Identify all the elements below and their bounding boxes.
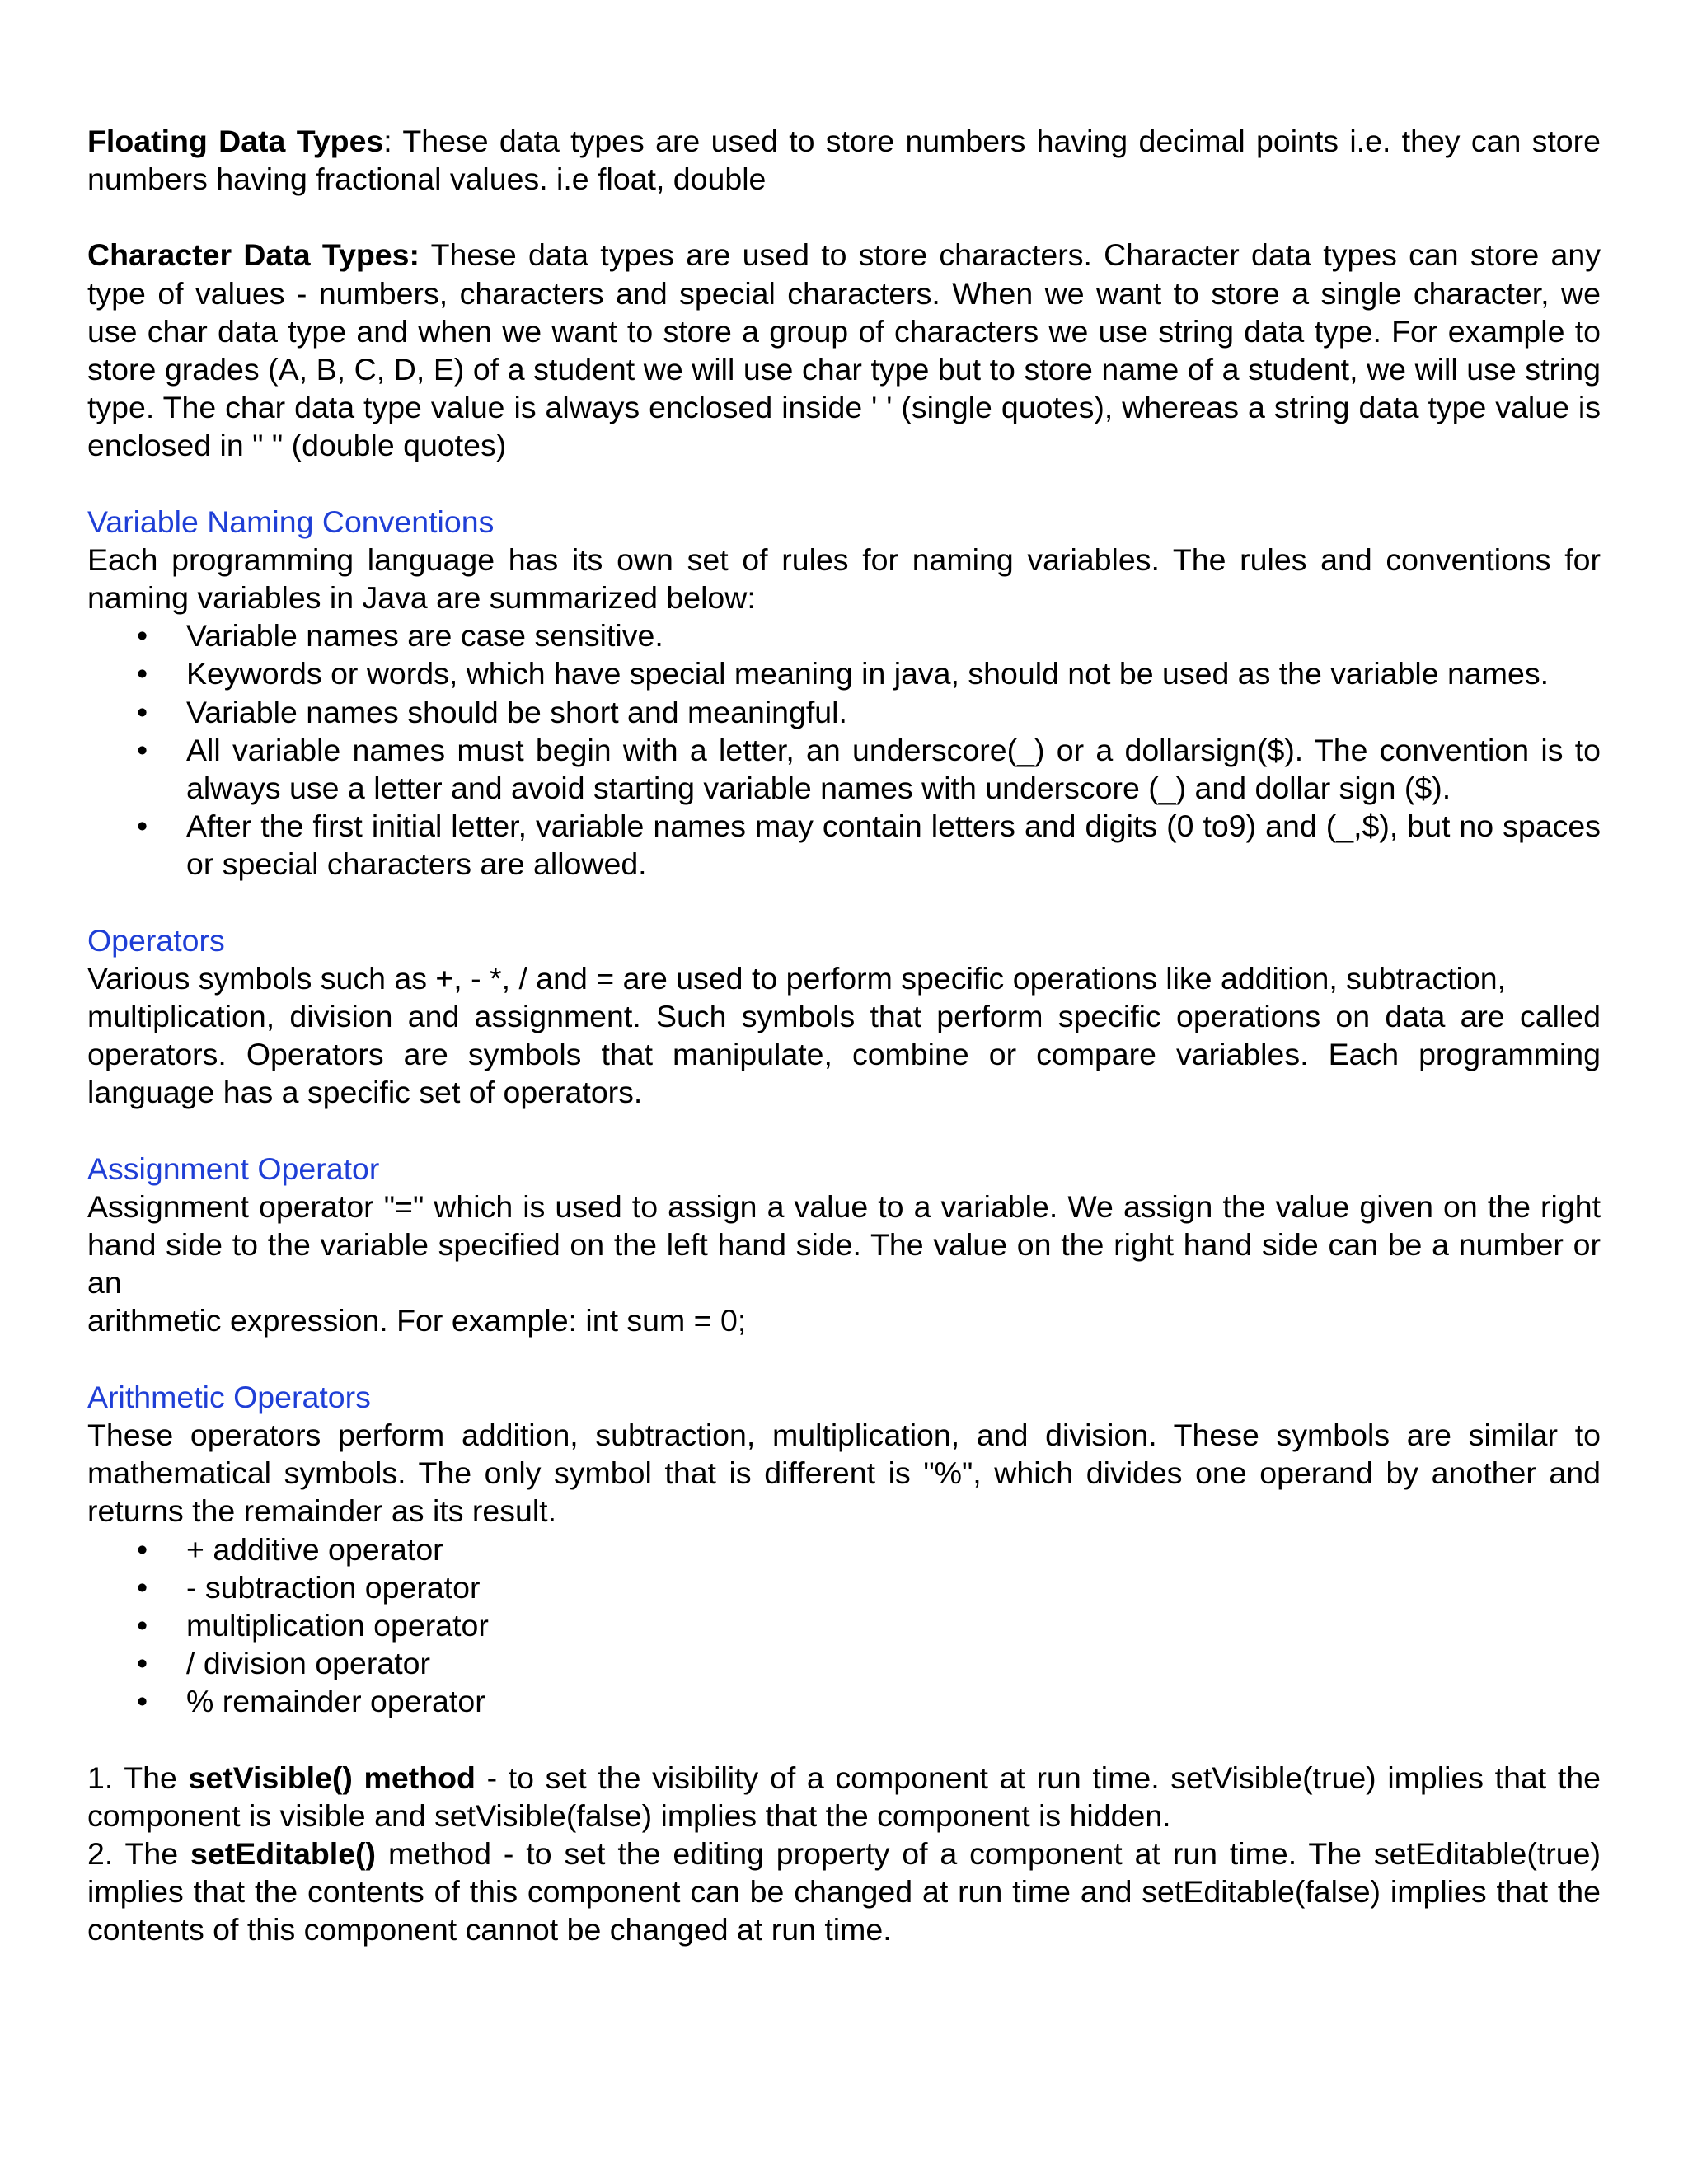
- variable-naming-heading: Variable Naming Conventions: [87, 504, 495, 539]
- set-visible-prefix: 1. The: [87, 1760, 189, 1795]
- list-item: • % remainder operator: [87, 1682, 1601, 1720]
- operators-heading: Operators: [87, 922, 225, 958]
- naming-rules-list: [87, 616, 1601, 883]
- arithmetic-operators-heading: Arithmetic Operators: [87, 1379, 371, 1414]
- list-item: • + additive operator: [87, 1530, 1601, 1568]
- assignment-operator-heading: Assignment Operator: [87, 1151, 380, 1186]
- operators-line-1: Various symbols such as +, - *, / and = are used to perform specific operations like addition, subtraction,: [87, 960, 1507, 996]
- document-page: [87, 122, 1601, 1949]
- set-visible-method-name: setVisible() method: [188, 1760, 476, 1795]
- list-item: • Variable names are case sensitive.: [87, 616, 1601, 654]
- floating-data-types-paragraph: [87, 122, 1601, 198]
- assignment-operator-example: arithmetic expression. For example: int sum = 0;: [87, 1303, 747, 1338]
- character-data-types-label: Character Data Types:: [87, 237, 420, 273]
- set-visible-paragraph: [87, 1759, 1601, 1835]
- operators-line-2: multiplication, division and assignment. Such symbols that perform specific operations on data are called operators. Operators are symbols that manipulate, combine or compare variables. Each programming language has a specific set of operators.: [87, 999, 1601, 1110]
- list-item: • Variable names should be short and meaningful.: [87, 693, 1601, 731]
- list-item: • Keywords or words, which have special meaning in java, should not be used as the variable names.: [87, 654, 1601, 692]
- list-item: • All variable names must begin with a letter, an underscore(_) or a dollarsign($). The convention is to always use a letter and avoid starting variable names with underscore (_) and dollar sign ($).: [87, 731, 1601, 807]
- arithmetic-operators-list: [87, 1530, 1601, 1721]
- list-item: • multiplication operator: [87, 1606, 1601, 1644]
- list-item: • - subtraction operator: [87, 1568, 1601, 1606]
- assignment-operator-text: Assignment operator "=" which is used to assign a value to a variable. We assign the value given on the right hand side to the variable specified on the left hand side. The value on the right hand side can be a number or an: [87, 1188, 1601, 1301]
- floating-data-types-label: Floating Data Types: [87, 124, 384, 158]
- floating-data-types-text: : These data types are used to store numbers having decimal points i.e. they can store numbers having fractional values. i.e float, double: [87, 124, 1601, 197]
- list-item: • / division operator: [87, 1644, 1601, 1682]
- character-data-types-text: These data types are used to store characters. Character data types can store any type of values - numbers, characters and special characters. When we want to store a single character, we use char data type and when we want to store a group of characters we use string data type. For example to store grades (A, B, C, D, E) of a student we will use char type but to store name of a student, we will use string type. The char data type value is always enclosed inside ' ' (single quotes), whereas a string data type value is enclosed in " " (double quotes): [87, 237, 1601, 463]
- set-editable-method-name: setEditable(): [190, 1835, 377, 1871]
- variable-naming-intro: Each programming language has its own set of rules for naming variables. The rules and conventions for naming variables in Java are summarized below:: [87, 541, 1601, 616]
- set-editable-paragraph: [87, 1835, 1601, 1949]
- set-editable-text: method - to set the editing property of a component at run time. The setEditable(true) implies that the contents of this component can be changed at run time and setEditable(false) implies that the contents of this component cannot be changed at run time.: [87, 1835, 1601, 1947]
- character-data-types-paragraph: [87, 236, 1601, 464]
- list-item: • After the first initial letter, variable names may contain letters and digits (0 to9) and (_,$), but no spaces or special characters are allowed.: [87, 807, 1601, 883]
- set-visible-text: - to set the visibility of a component at run time. setVisible(true) implies that the component is visible and setVisible(false) implies that the component is hidden.: [87, 1760, 1601, 1833]
- arithmetic-operators-text: These operators perform addition, subtraction, multiplication, and division. These symbols are similar to mathematical symbols. The only symbol that is different is "%", which divides one operand by another and returns the remainder as its result.: [87, 1417, 1601, 1529]
- set-editable-prefix: 2. The: [87, 1835, 190, 1871]
